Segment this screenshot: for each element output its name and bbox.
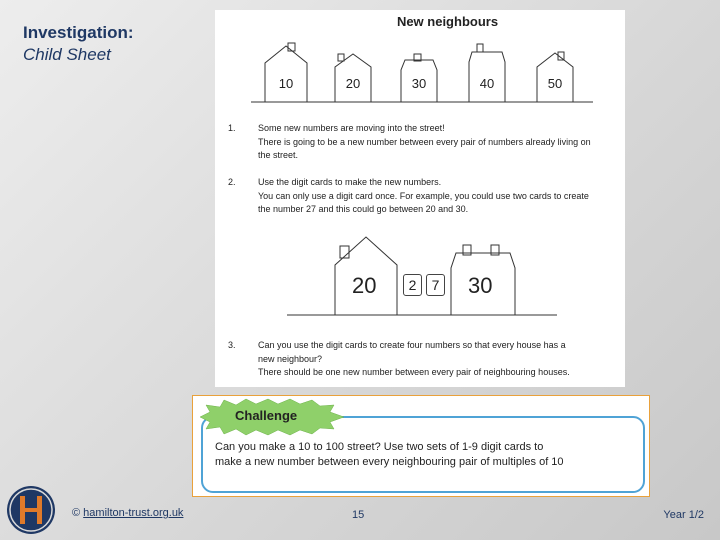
- question-line: the street.: [258, 150, 299, 160]
- house-number: 20: [345, 76, 361, 91]
- question-line: Can you use the digit cards to create four numbers so that every house has a: [258, 340, 566, 350]
- question-line: the number 27 and this could go between 20 and 30.: [258, 204, 469, 214]
- question-2: [228, 176, 618, 218]
- question-number: 3.: [228, 340, 236, 350]
- question-line: You can only use a digit card once. For example, you could use two cards to create: [258, 190, 589, 201]
- example-right-house-number: 30: [468, 273, 493, 298]
- question-text: [258, 339, 618, 380]
- house-number: 10: [278, 76, 294, 91]
- house-number: 50: [547, 76, 563, 91]
- example-left-house-number: 20: [352, 273, 377, 298]
- digit-card: 2: [403, 274, 422, 296]
- question-line: Some new numbers are moving into the street!: [258, 123, 445, 133]
- question-number: 2.: [228, 177, 236, 187]
- question-text: [258, 176, 618, 217]
- question-1: [228, 122, 618, 164]
- question-line: There is going to be a new number between every pair of numbers already living on: [258, 136, 591, 147]
- question-line: new neighbour?: [258, 353, 323, 364]
- slide-title: [23, 22, 134, 66]
- question-3: [228, 339, 618, 381]
- question-text: [258, 122, 618, 163]
- question-line: Use the digit cards to make the new numbers.: [258, 177, 442, 187]
- footer-link[interactable]: hamilton-trust.org.uk: [83, 507, 184, 519]
- challenge-line: make a new number between every neighbouring pair of multiples of 10: [215, 456, 564, 468]
- page-number: 15: [352, 509, 365, 521]
- footer-copyright: [72, 507, 183, 519]
- worksheet-title: New neighbours: [396, 14, 499, 29]
- year-label: Year 1/2: [663, 509, 704, 521]
- challenge-line: Can you make a 10 to 100 street? Use two sets of 1-9 digit cards to: [215, 441, 544, 453]
- question-line: There should be one new number between every pair of neighbouring houses.: [258, 367, 570, 377]
- challenge-text: [215, 440, 635, 470]
- worksheet: [215, 10, 625, 387]
- example-drawing: [215, 220, 625, 320]
- slide-title-line2: Child Sheet: [23, 45, 111, 64]
- challenge-label: Challenge: [235, 408, 298, 423]
- copyright-symbol: ©: [72, 507, 81, 519]
- challenge-panel: [192, 395, 650, 497]
- slide-title-line1: Investigation:: [23, 23, 134, 42]
- question-number: 1.: [228, 123, 236, 133]
- house-row-drawing: [215, 10, 625, 110]
- hamilton-trust-logo: [5, 484, 57, 536]
- house-number: 40: [479, 76, 495, 91]
- house-number: 30: [411, 76, 427, 91]
- digit-card: 7: [426, 274, 445, 296]
